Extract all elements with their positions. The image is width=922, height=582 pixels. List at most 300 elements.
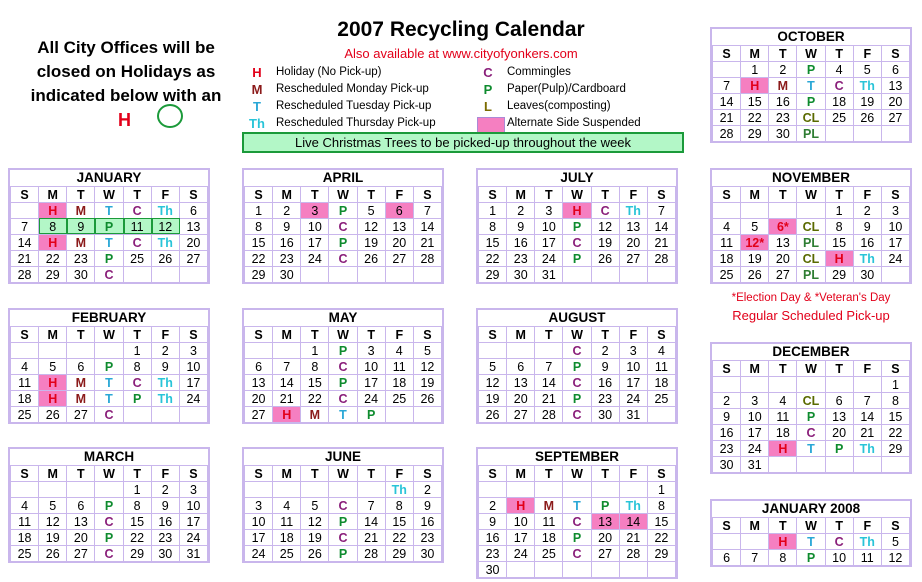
weekday-header: S xyxy=(713,517,741,533)
day-cell xyxy=(648,406,676,422)
weekday-header: F xyxy=(620,326,648,342)
day-cell: 25 xyxy=(124,250,152,266)
day-cell: 13 xyxy=(386,218,414,234)
day-cell: 23 xyxy=(769,109,797,125)
day-cell: 28 xyxy=(358,545,386,561)
day-cell: 14 xyxy=(11,234,39,250)
day-cell: 15 xyxy=(882,408,910,424)
day-cell: C xyxy=(563,545,591,561)
day-cell: H xyxy=(507,497,535,513)
day-cell: P xyxy=(358,406,386,422)
day-cell: 25 xyxy=(648,390,676,406)
day-cell: 13 xyxy=(769,234,797,250)
day-cell: 23 xyxy=(713,440,741,456)
day-cell: 29 xyxy=(741,125,769,141)
day-cell: 12* xyxy=(741,234,769,250)
day-cell xyxy=(39,481,67,497)
weekday-header: T xyxy=(535,465,563,481)
day-cell: 30 xyxy=(592,406,620,422)
legend-label: Holiday (No Pick-up) xyxy=(276,66,382,78)
day-cell: 21 xyxy=(11,250,39,266)
day-cell: 3 xyxy=(620,342,648,358)
day-cell: 24 xyxy=(507,545,535,561)
day-cell xyxy=(245,342,273,358)
day-cell: 30 xyxy=(507,266,535,282)
day-cell: 8 xyxy=(245,218,273,234)
day-cell: 1 xyxy=(124,481,152,497)
weekday-header: W xyxy=(329,326,357,342)
day-cell: 20 xyxy=(245,390,273,406)
day-cell: 3 xyxy=(358,342,386,358)
weekday-header: S xyxy=(180,326,208,342)
day-cell: 25 xyxy=(11,545,39,561)
day-cell xyxy=(854,376,882,392)
day-cell xyxy=(797,202,825,218)
month-title: SEPTEMBER xyxy=(534,449,619,464)
day-cell: T xyxy=(797,533,825,549)
weekday-header: F xyxy=(854,360,882,376)
day-cell: P xyxy=(563,250,591,266)
day-cell: T xyxy=(797,77,825,93)
weekday-header: W xyxy=(563,326,591,342)
day-cell: C xyxy=(95,406,123,422)
day-cell: 29 xyxy=(124,545,152,561)
day-cell: T xyxy=(797,440,825,456)
legend-symbol: L xyxy=(484,99,492,114)
day-cell: 3 xyxy=(882,202,910,218)
day-cell xyxy=(563,266,591,282)
day-cell: 3 xyxy=(180,342,208,358)
day-cell: 17 xyxy=(245,529,273,545)
day-cell xyxy=(507,342,535,358)
day-cell: 2 xyxy=(769,61,797,77)
day-cell: 14 xyxy=(713,93,741,109)
day-cell: 2 xyxy=(414,481,442,497)
weekday-header: W xyxy=(797,45,825,61)
calendar-month xyxy=(476,447,678,579)
weekday-header: M xyxy=(39,186,67,202)
day-cell: 31 xyxy=(620,406,648,422)
weekday-header: F xyxy=(152,326,180,342)
holiday-notice: All City Offices will be closed on Holidays as indicated below with an xyxy=(30,38,222,105)
weekday-header: S xyxy=(882,360,910,376)
day-cell: C xyxy=(592,202,620,218)
day-cell: 7 xyxy=(273,358,301,374)
day-cell: 21 xyxy=(713,109,741,125)
day-cell xyxy=(826,456,854,472)
day-cell: 3 xyxy=(535,202,563,218)
day-cell: C xyxy=(329,218,357,234)
day-cell: 24 xyxy=(620,390,648,406)
day-cell: 26 xyxy=(854,109,882,125)
day-cell: 13 xyxy=(620,218,648,234)
month-title: MARCH xyxy=(83,449,135,464)
day-cell: P xyxy=(797,61,825,77)
day-cell: 29 xyxy=(245,266,273,282)
legend-label: Leaves(composting) xyxy=(507,100,611,112)
day-cell: 24 xyxy=(882,250,910,266)
day-cell: C xyxy=(797,424,825,440)
day-cell: 2 xyxy=(152,481,180,497)
day-cell: Th xyxy=(152,374,180,390)
day-cell: 30 xyxy=(854,266,882,282)
calendar-month xyxy=(242,308,444,424)
day-cell xyxy=(386,406,414,422)
day-cell: P xyxy=(563,358,591,374)
day-cell: P xyxy=(563,218,591,234)
day-cell: 16 xyxy=(854,234,882,250)
legend-symbol: M xyxy=(251,82,263,97)
day-cell: CL xyxy=(797,250,825,266)
day-cell: 25 xyxy=(11,406,39,422)
day-cell: 26 xyxy=(358,250,386,266)
weekday-header: T xyxy=(826,186,854,202)
day-cell: 6 xyxy=(882,61,910,77)
day-cell: 20 xyxy=(507,390,535,406)
day-cell: 4 xyxy=(11,497,39,513)
day-cell xyxy=(854,125,882,141)
weekday-header: M xyxy=(741,360,769,376)
day-cell: 17 xyxy=(358,374,386,390)
weekday-header: S xyxy=(180,465,208,481)
day-cell: 15 xyxy=(245,234,273,250)
weekday-header: M xyxy=(741,45,769,61)
day-cell xyxy=(358,266,386,282)
day-cell: 7 xyxy=(358,497,386,513)
day-cell: 19 xyxy=(39,529,67,545)
day-cell: 6 xyxy=(67,497,95,513)
day-cell: 12 xyxy=(301,513,329,529)
day-cell: M xyxy=(769,77,797,93)
day-cell: 5 xyxy=(39,358,67,374)
day-cell: 6 xyxy=(826,392,854,408)
day-cell xyxy=(769,202,797,218)
weekday-header: T xyxy=(535,186,563,202)
day-cell: 25 xyxy=(713,266,741,282)
weekday-header: T xyxy=(67,186,95,202)
legend-symbol: P xyxy=(483,82,493,97)
day-cell xyxy=(797,456,825,472)
weekday-header: T xyxy=(826,517,854,533)
day-cell: 20 xyxy=(386,234,414,250)
day-cell: 3 xyxy=(245,497,273,513)
weekday-header: S xyxy=(882,45,910,61)
day-cell: 3 xyxy=(301,202,329,218)
weekday-header: M xyxy=(507,465,535,481)
day-cell xyxy=(882,456,910,472)
weekday-header: S xyxy=(414,186,442,202)
day-cell: 16 xyxy=(414,513,442,529)
calendar-month xyxy=(242,168,444,284)
legend-symbol: H xyxy=(252,65,262,80)
day-cell: 14 xyxy=(414,218,442,234)
day-cell: 20 xyxy=(826,424,854,440)
day-cell: 10 xyxy=(826,549,854,565)
day-cell: C xyxy=(826,77,854,93)
weekday-header: W xyxy=(329,186,357,202)
day-cell: C xyxy=(124,234,152,250)
page-title: 2007 Recycling Calendar xyxy=(337,18,585,41)
day-cell: P xyxy=(797,408,825,424)
calendar-month xyxy=(242,447,444,563)
day-cell: CL xyxy=(797,218,825,234)
day-cell: 18 xyxy=(826,93,854,109)
day-cell xyxy=(11,342,39,358)
day-cell: 5 xyxy=(479,358,507,374)
day-cell: 5 xyxy=(882,533,910,549)
day-cell: 18 xyxy=(769,424,797,440)
day-cell: 12 xyxy=(358,218,386,234)
day-cell xyxy=(882,125,910,141)
day-cell: 26 xyxy=(479,406,507,422)
day-cell: 26 xyxy=(741,266,769,282)
november-note: *Election Day & *Veteran's Day xyxy=(731,292,891,304)
day-cell: 6 xyxy=(180,202,208,218)
day-cell: 9 xyxy=(713,408,741,424)
day-cell: 1 xyxy=(741,61,769,77)
day-cell: 10 xyxy=(535,218,563,234)
day-cell: H xyxy=(39,202,67,218)
weekday-header: W xyxy=(95,326,123,342)
day-cell: 11 xyxy=(273,513,301,529)
day-cell xyxy=(769,456,797,472)
weekday-header: S xyxy=(648,326,676,342)
day-cell: 3 xyxy=(180,481,208,497)
weekday-header: S xyxy=(11,465,39,481)
day-cell xyxy=(67,481,95,497)
day-cell: P xyxy=(329,374,357,390)
day-cell: C xyxy=(563,234,591,250)
day-cell: 13 xyxy=(67,513,95,529)
legend-label: Paper(Pulp)/Cardboard xyxy=(507,83,626,95)
weekday-header: S xyxy=(882,186,910,202)
weekday-header: S xyxy=(713,45,741,61)
day-cell: Th xyxy=(854,250,882,266)
weekday-header: T xyxy=(301,465,329,481)
day-cell: 23 xyxy=(507,250,535,266)
day-cell xyxy=(620,481,648,497)
weekday-header: W xyxy=(563,465,591,481)
day-cell: M xyxy=(67,390,95,406)
day-cell: 24 xyxy=(245,545,273,561)
website-subtitle[interactable]: Also available at www.cityofyonkers.com xyxy=(344,46,578,61)
day-cell: 12 xyxy=(592,218,620,234)
day-cell: 18 xyxy=(386,374,414,390)
day-cell: T xyxy=(329,406,357,422)
day-cell: 26 xyxy=(152,250,180,266)
day-cell: 9 xyxy=(67,218,95,234)
day-cell: 29 xyxy=(826,266,854,282)
day-cell: PL xyxy=(797,234,825,250)
day-cell: 5 xyxy=(358,202,386,218)
day-cell: 2 xyxy=(507,202,535,218)
day-cell: P xyxy=(95,529,123,545)
day-cell: 16 xyxy=(152,513,180,529)
november-note-2: Regular Scheduled Pick-up xyxy=(732,308,890,323)
month-title: JULY xyxy=(560,170,594,185)
day-cell xyxy=(741,202,769,218)
legend-label: Rescheduled Tuesday Pick-up xyxy=(276,100,432,112)
day-cell xyxy=(741,376,769,392)
day-cell: 1 xyxy=(479,202,507,218)
day-cell: C xyxy=(329,390,357,406)
day-cell xyxy=(329,481,357,497)
day-cell: 24 xyxy=(180,529,208,545)
day-cell xyxy=(11,481,39,497)
day-cell: 25 xyxy=(386,390,414,406)
day-cell: C xyxy=(95,513,123,529)
day-cell: 30 xyxy=(769,125,797,141)
month-title: APRIL xyxy=(322,170,364,185)
day-cell: 5 xyxy=(301,497,329,513)
day-cell: 4 xyxy=(273,497,301,513)
day-cell: 6 xyxy=(386,202,414,218)
weekday-header: F xyxy=(152,465,180,481)
day-cell: 23 xyxy=(479,545,507,561)
day-cell: 14 xyxy=(648,218,676,234)
day-cell: C xyxy=(329,250,357,266)
day-cell: 27 xyxy=(769,266,797,282)
day-cell: 18 xyxy=(11,529,39,545)
day-cell: 28 xyxy=(713,125,741,141)
month-title: JUNE xyxy=(324,449,361,464)
day-cell: 7 xyxy=(741,549,769,565)
weekday-header: S xyxy=(180,186,208,202)
weekday-header: T xyxy=(592,186,620,202)
day-cell: 8 xyxy=(386,497,414,513)
day-cell: 10 xyxy=(301,218,329,234)
day-cell: P xyxy=(329,545,357,561)
day-cell: 22 xyxy=(741,109,769,125)
weekday-header: F xyxy=(854,186,882,202)
day-cell: 18 xyxy=(11,390,39,406)
day-cell: 16 xyxy=(592,374,620,390)
day-cell: 29 xyxy=(882,440,910,456)
day-cell xyxy=(301,481,329,497)
month-title: NOVEMBER xyxy=(771,170,850,185)
day-cell: 7 xyxy=(11,218,39,234)
weekday-header: F xyxy=(620,465,648,481)
weekday-header: S xyxy=(882,517,910,533)
day-cell xyxy=(358,481,386,497)
legend-symbol: T xyxy=(253,99,261,114)
day-cell: 4 xyxy=(826,61,854,77)
day-cell: 8 xyxy=(769,549,797,565)
day-cell: 8 xyxy=(124,358,152,374)
day-cell: 30 xyxy=(67,266,95,282)
weekday-header: T xyxy=(124,186,152,202)
day-cell: 17 xyxy=(535,234,563,250)
day-cell: 18 xyxy=(273,529,301,545)
day-cell: 28 xyxy=(535,406,563,422)
day-cell: 9 xyxy=(479,513,507,529)
day-cell: P xyxy=(95,358,123,374)
day-cell: 13 xyxy=(592,513,620,529)
month-title: JANUARY 2008 xyxy=(761,501,861,516)
month-title: DECEMBER xyxy=(772,344,850,359)
day-cell: 27 xyxy=(67,406,95,422)
day-cell: 21 xyxy=(648,234,676,250)
day-cell: 27 xyxy=(386,250,414,266)
day-cell: 15 xyxy=(386,513,414,529)
day-cell: 28 xyxy=(648,250,676,266)
day-cell: 3 xyxy=(741,392,769,408)
weekday-header: T xyxy=(769,186,797,202)
day-cell xyxy=(713,376,741,392)
day-cell: 10 xyxy=(180,358,208,374)
day-cell: M xyxy=(67,202,95,218)
day-cell: 9 xyxy=(152,358,180,374)
day-cell: 11 xyxy=(124,218,152,234)
day-cell: 12 xyxy=(39,513,67,529)
weekday-header: M xyxy=(39,465,67,481)
weekday-header: S xyxy=(414,326,442,342)
day-cell: 15 xyxy=(648,513,676,529)
weekday-header: T xyxy=(124,465,152,481)
day-cell xyxy=(479,481,507,497)
weekday-header: F xyxy=(386,326,414,342)
day-cell: 2 xyxy=(479,497,507,513)
day-cell: 9 xyxy=(273,218,301,234)
day-cell: Th xyxy=(620,202,648,218)
weekday-header: T xyxy=(358,186,386,202)
day-cell: 18 xyxy=(648,374,676,390)
day-cell: 8 xyxy=(882,392,910,408)
day-cell: 21 xyxy=(620,529,648,545)
day-cell: 31 xyxy=(741,456,769,472)
day-cell: PL xyxy=(797,266,825,282)
day-cell: 16 xyxy=(479,529,507,545)
day-cell: C xyxy=(124,374,152,390)
day-cell: 20 xyxy=(67,529,95,545)
day-cell: 19 xyxy=(358,234,386,250)
weekday-header: M xyxy=(273,326,301,342)
day-cell xyxy=(563,481,591,497)
day-cell: 16 xyxy=(713,424,741,440)
day-cell: P xyxy=(797,549,825,565)
day-cell: P xyxy=(124,390,152,406)
day-cell: P xyxy=(329,342,357,358)
weekday-header: W xyxy=(797,360,825,376)
day-cell: 20 xyxy=(180,234,208,250)
day-cell: 7 xyxy=(648,202,676,218)
day-cell: 17 xyxy=(301,234,329,250)
day-cell: 25 xyxy=(826,109,854,125)
day-cell: 11 xyxy=(11,374,39,390)
day-cell: 19 xyxy=(741,250,769,266)
day-cell xyxy=(414,266,442,282)
day-cell: 22 xyxy=(479,250,507,266)
day-cell: 11 xyxy=(535,513,563,529)
day-cell: 26 xyxy=(301,545,329,561)
day-cell: 24 xyxy=(301,250,329,266)
day-cell: Th xyxy=(152,234,180,250)
day-cell: 10 xyxy=(741,408,769,424)
day-cell: 17 xyxy=(620,374,648,390)
day-cell: 26 xyxy=(39,545,67,561)
day-cell: 1 xyxy=(301,342,329,358)
day-cell xyxy=(797,376,825,392)
day-cell: 24 xyxy=(741,440,769,456)
day-cell xyxy=(769,376,797,392)
day-cell: 29 xyxy=(386,545,414,561)
day-cell: 11 xyxy=(854,549,882,565)
day-cell: T xyxy=(95,390,123,406)
day-cell xyxy=(273,481,301,497)
day-cell: C xyxy=(124,202,152,218)
weekday-header: W xyxy=(797,517,825,533)
day-cell: 21 xyxy=(854,424,882,440)
